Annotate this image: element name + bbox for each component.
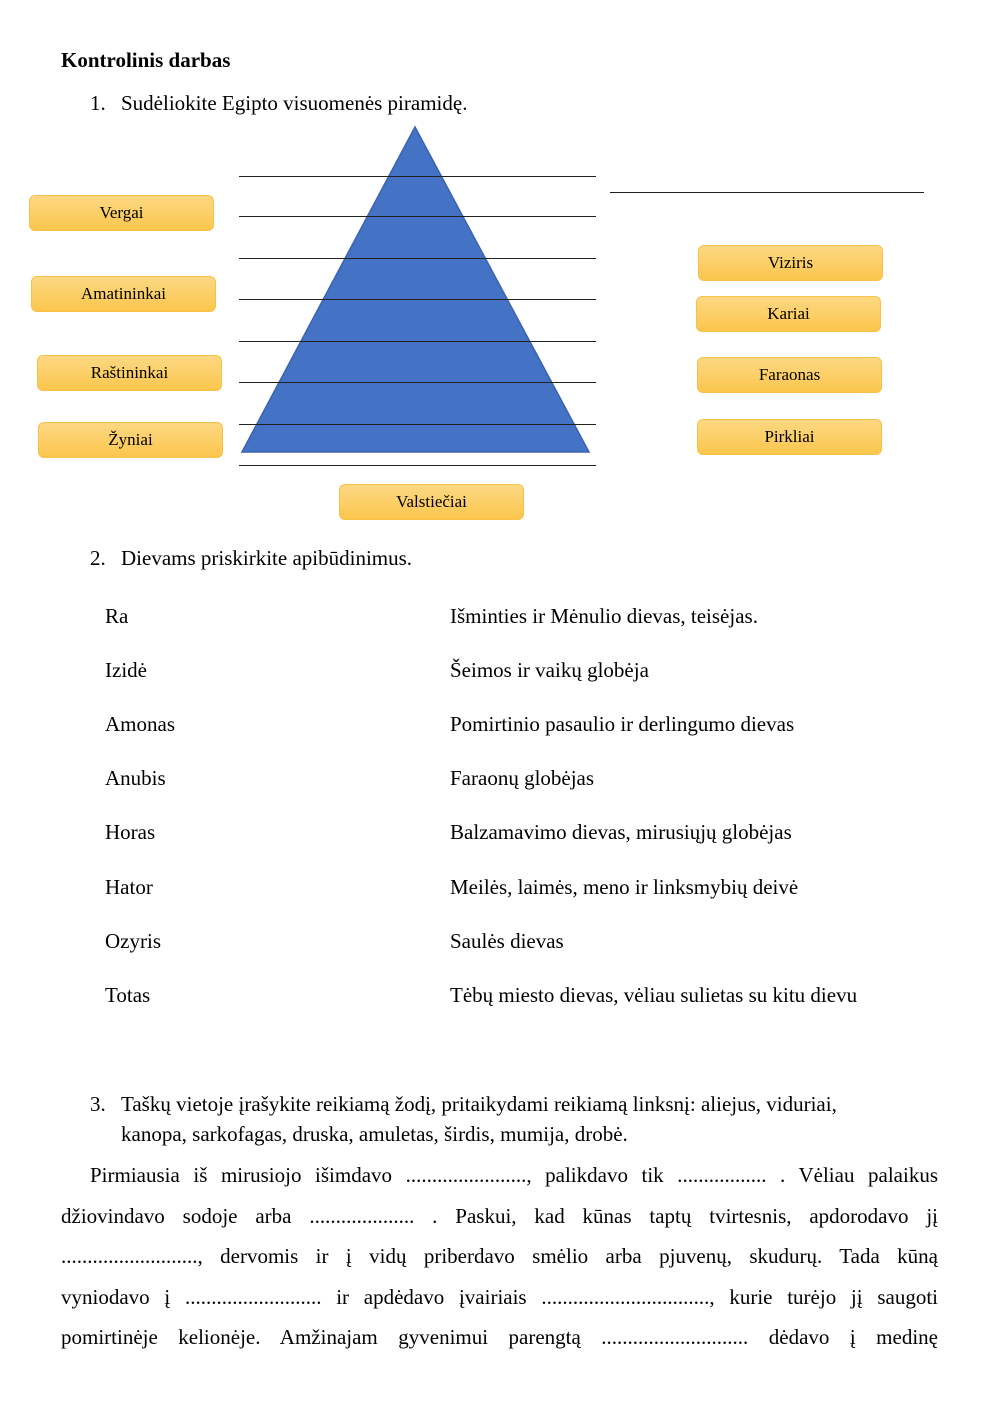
god-name[interactable]: Totas: [105, 983, 151, 1007]
god-name[interactable]: Amonas: [105, 712, 175, 736]
god-description[interactable]: Tėbų miesto dievas, vėliau sulietas su kitu dievu: [450, 983, 858, 1007]
question-text: Sudėliokite Egipto visuomenės piramidę.: [121, 91, 468, 115]
god-name[interactable]: Ozyris: [105, 929, 161, 953]
chip-valstieciai[interactable]: Valstiečiai: [339, 484, 524, 520]
god-description[interactable]: Šeimos ir vaikų globėja: [450, 658, 649, 682]
chip-amatininkai[interactable]: Amatininkai: [31, 276, 216, 312]
answer-line[interactable]: [239, 216, 596, 217]
chip-pirkliai[interactable]: Pirkliai: [697, 419, 882, 455]
question-text: Taškų vietoje įrašykite reikiamą žodį, pritaikydami reikiamą linksnį: aliejus, viduriai,: [121, 1092, 837, 1116]
chip-viziris[interactable]: Viziris: [698, 245, 883, 281]
god-name[interactable]: Hator: [105, 875, 153, 899]
question-number: 1.: [90, 91, 106, 115]
page-title: Kontrolinis darbas: [61, 48, 231, 72]
answer-line[interactable]: [239, 299, 596, 300]
answer-line[interactable]: [239, 465, 596, 466]
chip-kariai[interactable]: Kariai: [696, 296, 881, 332]
god-description[interactable]: Išminties ir Mėnulio dievas, teisėjas.: [450, 604, 758, 628]
paragraph-line[interactable]: pomirtinėje kelionėje. Amžinajam gyvenimui parengtą ............................ dėdavo į medinę: [61, 1325, 938, 1349]
answer-line[interactable]: [239, 424, 596, 425]
paragraph-line[interactable]: vyniodavo į .......................... ir apdėdavo įvairiais ................................, kurie turėjo jį saugoti: [61, 1284, 938, 1309]
god-description[interactable]: Balzamavimo dievas, mirusiųjų globėjas: [450, 820, 792, 844]
god-name[interactable]: Izidė: [105, 658, 147, 682]
chip-rastininkai[interactable]: Raštininkai: [37, 355, 222, 391]
question-text: Dievams priskirkite apibūdinimus.: [121, 546, 413, 570]
answer-line[interactable]: [239, 176, 596, 177]
chip-zyniai[interactable]: Žyniai: [38, 422, 223, 458]
answer-line[interactable]: [239, 382, 596, 383]
fill-in-paragraph: [61, 1155, 938, 1358]
god-description[interactable]: Faraonų globėjas: [450, 766, 595, 790]
god-description[interactable]: Saulės dievas: [450, 929, 564, 953]
god-name[interactable]: Ra: [105, 604, 129, 628]
chip-vergai[interactable]: Vergai: [29, 195, 214, 231]
question-number: 2.: [90, 546, 106, 570]
chip-faraonas[interactable]: Faraonas: [697, 357, 882, 393]
answer-line[interactable]: [239, 258, 596, 259]
paragraph-line[interactable]: .........................., dervomis ir į vidų priberdavo smėlio arba pjuvenų, skudurų. Tada kūną: [61, 1244, 938, 1268]
god-description[interactable]: Meilės, laimės, meno ir linksmybių deivė: [450, 875, 799, 899]
paragraph-line[interactable]: džiovindavo sodoje arba .................... . Paskui, kad kūnas taptų tvirtesnis, apdorodavo jį: [61, 1203, 938, 1228]
paragraph-line[interactable]: Pirmiausia iš mirusiojo išimdavo ......................., palikdavo tik ................. . Vėliau palaikus: [90, 1163, 938, 1187]
question-number: 3.: [90, 1092, 106, 1116]
god-name[interactable]: Horas: [105, 820, 156, 844]
question-text-cont: kanopa, sarkofagas, druska, amuletas, širdis, mumija, drobė.: [121, 1122, 628, 1146]
answer-line[interactable]: [239, 341, 596, 342]
god-description[interactable]: Pomirtinio pasaulio ir derlingumo dievas: [450, 712, 795, 736]
answer-line-top[interactable]: [610, 192, 924, 193]
god-name[interactable]: Anubis: [105, 766, 166, 790]
